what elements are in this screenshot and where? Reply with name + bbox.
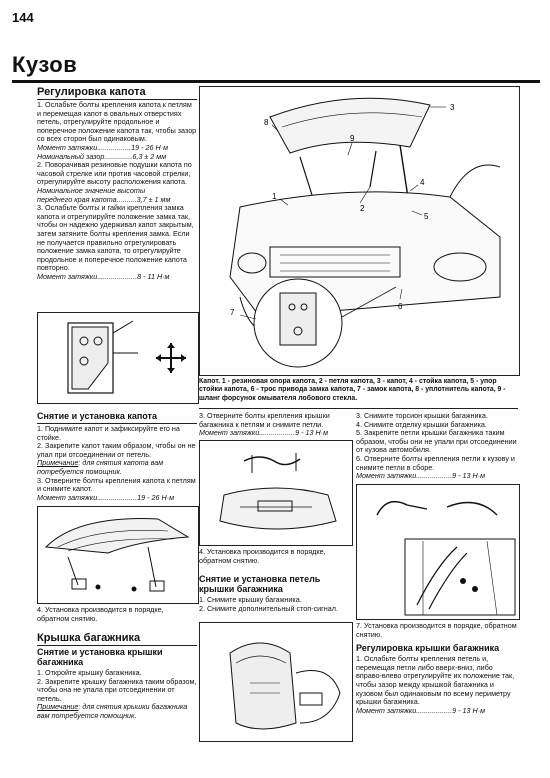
trunk-hinge-step4: 4. Снимите отделку крышки багажника. (356, 419, 487, 429)
callout-4: 4 (420, 178, 425, 187)
trunk-hinge-torque: Момент затяжки..................9 - 13 Н·м (356, 471, 486, 481)
hood-adjust-text (37, 101, 197, 281)
callout-8: 8 (264, 118, 269, 127)
mid-col-top (199, 412, 351, 438)
callout-5: 5 (424, 212, 429, 221)
right-col-top (356, 412, 518, 481)
hood-hinge-adjust-figure (37, 312, 199, 404)
hinge-title: Снятие и установка петель крышки багажника (199, 574, 321, 594)
hood-adjust-torque2: Момент затяжки....................8 - 11 Н·м (37, 271, 170, 281)
hood-adjust-torque1: Момент затяжки.................19 - 26 Н·м (37, 142, 169, 152)
page-number: 144 (12, 10, 34, 25)
trunk-hinge-step5: 5. Закрепите петли крышки багажника таким образом, чтобы они не упали при отсоединении от кузова автомобиля. (356, 428, 517, 455)
trunk-adjust-step1: 1. Ослабьте болты крепления петель и, перемещая петли либо вверх-вниз, либо вправо-влево отрегулируйте их положение так, чтобы зазор между крышкой багажника и кузовом был одинаковым по всему периметру крышки багажника. (356, 654, 515, 707)
hinge-step1: 1. Снимите крышку багажника. (199, 595, 302, 604)
hood-remove-note-text: : для снятия капота вам потребуется помощник. (37, 458, 164, 476)
hood-remove-note (37, 459, 197, 476)
hood-remove-title: Снятие и установка капота (37, 411, 157, 421)
trunk-lid-title: Крышка багажника (37, 632, 141, 644)
callout-6: 6 (398, 302, 403, 311)
hood-remove-step1: 1. Поднимите капот и зафиксируйте его на стойке. (37, 424, 180, 442)
caption-rule (199, 408, 518, 409)
hood-diagram-figure (199, 86, 520, 376)
trunk-lid-subtitle: Снятие и установка крышки багажника (37, 647, 163, 667)
hinge-section (199, 574, 351, 613)
hinge-step2: 2. Снимите дополнительный стоп-сигнал. (199, 603, 338, 613)
trunk-lid-step2: 2. Закрепите крышку багажника таким образом, чтобы она не упала при отсоединении от петель. (37, 676, 197, 703)
trunk-lid-note-text: : для снятия крышки багажника вам потребуется помощник. (37, 702, 188, 720)
hood-adjust-title: Регулировка капота (37, 86, 146, 98)
hood-remove-step2: 2. Закрепите капот таким образом, чтобы он не упал при отсоединении от петель. (37, 441, 196, 459)
trunk-lid-note (37, 703, 197, 720)
hood-remove-note-label: Примечание (37, 458, 79, 468)
trunk-remove-step3: 3. Отверните болты крепления крышки багажника к петлям и снимите петли. (199, 411, 330, 429)
hood-adjust-gap: Номинальный зазор..............6,3 ± 2 мм (37, 151, 167, 161)
trunk-adjust-title: Регулировка крышки багажника (356, 643, 500, 654)
hood-adjust-nominal-label: Номинальное значение высоты (37, 185, 146, 195)
trunk-hinge-step3: 3. Снимите торсион крышки багажника. (356, 411, 488, 420)
callout-3: 3 (450, 103, 455, 112)
trunk-lid-rule (37, 645, 197, 646)
trunk-hinge-step7: 7. Установка производится в порядке, обратном снятию. (356, 621, 517, 639)
trunk-adjust-section (356, 622, 518, 715)
chapter-rule (12, 80, 540, 83)
callout-2: 2 (360, 204, 365, 213)
hood-remove-torque: Момент затяжки....................19 - 26 Н·м (37, 492, 175, 502)
trunk-adjust-torque: Момент затяжки..................9 - 13 Н·м (356, 705, 486, 715)
trunk-hinge-figure (356, 484, 520, 620)
callout-1: 1 (272, 192, 277, 201)
hood-remove-step3: 3. Отверните болты крепления капота к петлям и снимите капот. (37, 475, 196, 494)
hood-remove-figure (37, 506, 199, 604)
callout-7: 7 (230, 308, 235, 317)
callout-9: 9 (350, 134, 355, 143)
hood-adjust-section (37, 86, 197, 281)
trunk-remove-torque: Момент затяжки..................9 - 13 Н·м (199, 428, 329, 438)
hood-adjust-step1: 1. Ослабьте болты крепления капота к петлям и перемещая капот в овальных отверстиях петель, отрегулируйте продольное и поперечное положение капота так, чтобы зазор со всех сторон был одинаковым. (37, 100, 197, 144)
trunk-lid-figure (199, 440, 353, 546)
trunk-remove-step4: 4. Установка производится в порядке, обратном снятию. (199, 547, 326, 565)
stop-light-figure (199, 622, 353, 742)
trunk-lid-step1: 1. Откройте крышку багажника. (37, 668, 142, 677)
hood-remove-step4: 4. Установка производится в порядке, обратном снятию. (37, 605, 164, 623)
trunk-hinge-step6: 6. Отверните болты крепления петли к кузову и снимите петли в сборе. (356, 453, 515, 472)
hood-adjust-step2: 2. Поворачивая резиновые подушки капота по часовой стрелке или против часовой стрелки, отрегулируйте высоту расположения капота. (37, 160, 192, 187)
hood-remove-section (37, 410, 197, 502)
hood-figure-caption: Капот. 1 - резиновая опора капота, 2 - петля капота, 3 - капот, 4 - стойка капота, 5 - упор стойки капота, 6 - трос привода замка капота, 7 - замок капота, 8 - уплотнитель капота, 9 - шланг форсунок омывателя лобового стекла. (199, 378, 506, 402)
chapter-title: Кузов (12, 52, 78, 77)
trunk-lid-section (37, 632, 197, 721)
hood-adjust-step3: 3. Ослабьте болты и гайки крепления замка капота и отрегулируйте положение замка так, чтобы он надежно удерживал капот закрытым, затем затяните болты крепления замка. Если не получается правильно отрегулировать положение замка капота, то отрегулируйте продольное и поперечное положение капота повторно. (37, 203, 194, 273)
trunk-lid-note-label: Примечание (37, 702, 79, 712)
hood-adjust-nominal-value: переднего края капота..........3,7 ± 1 мм (37, 194, 171, 204)
